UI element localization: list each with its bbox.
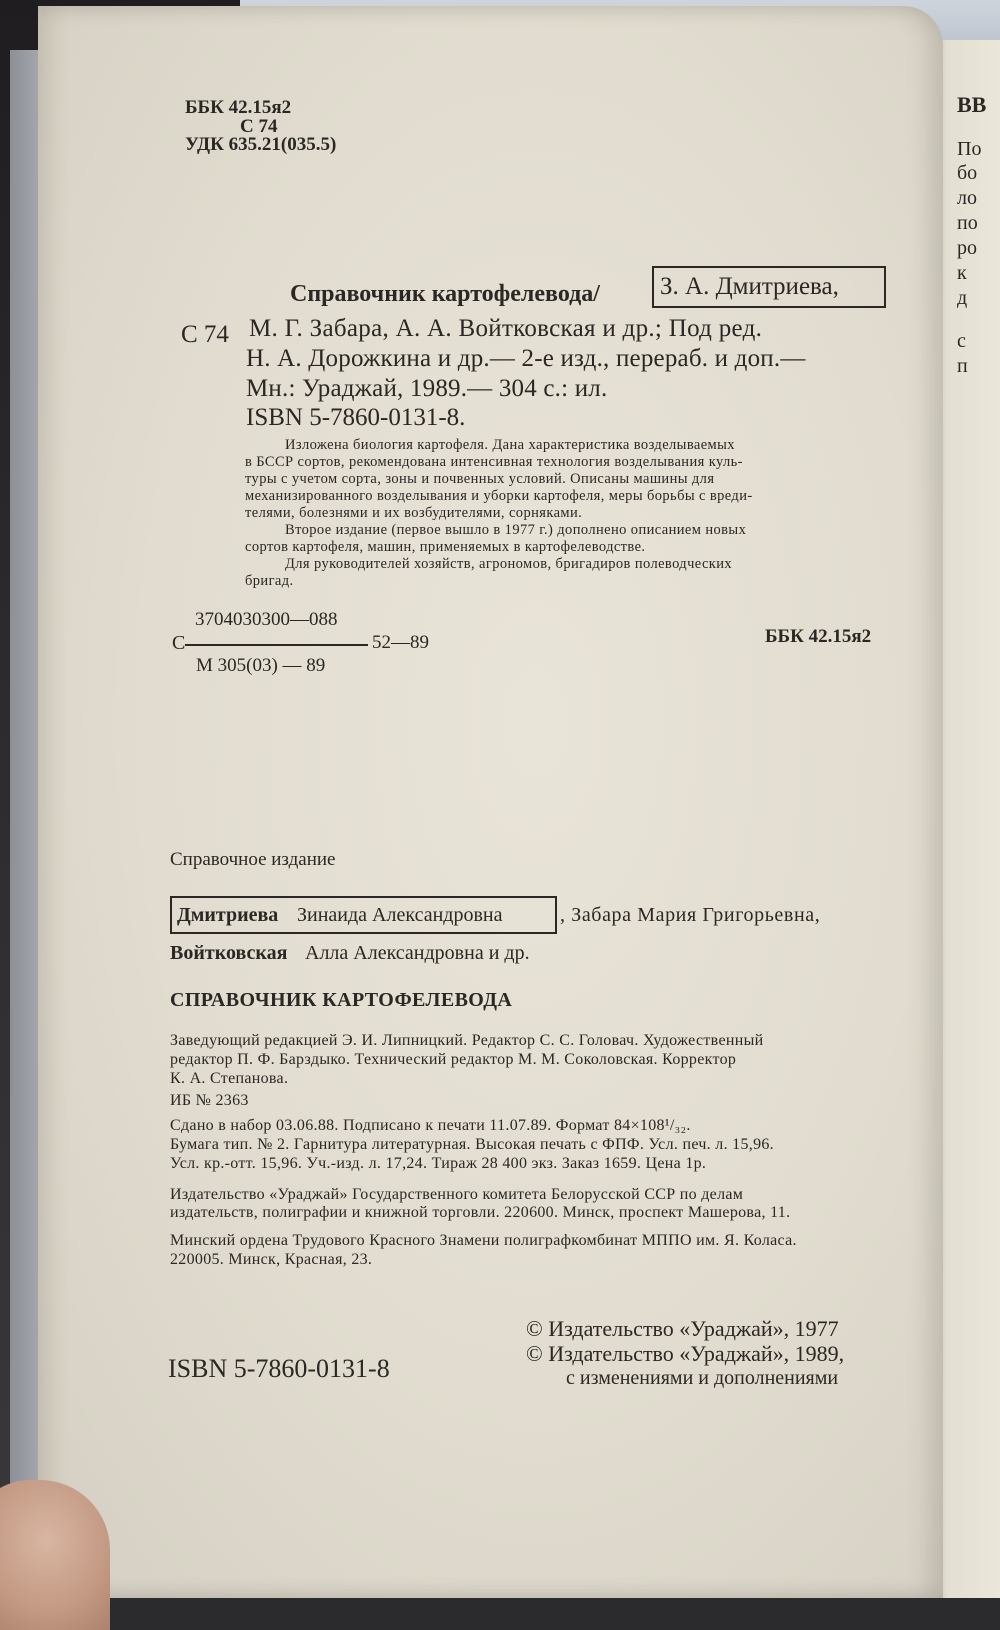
author1-surname: Дмитриева xyxy=(177,904,279,926)
next-page-line-fragment: ро xyxy=(957,237,977,259)
editors-line: редактор П. Ф. Барздыко. Технический редактор М. М. Соколовская. Корректор xyxy=(170,1051,737,1068)
annotation-line: в БССР сортов, рекомендована интенсивная технология возделывания куль- xyxy=(245,454,743,470)
next-page-line-fragment: п xyxy=(957,355,968,377)
publisher-line: Издательство «Ураджай» Государственного комитета Белорусской ССР по делам xyxy=(170,1186,744,1203)
catalog-title: Справочник картофелевода/ xyxy=(290,281,600,307)
print-details-line: Бумага тип. № 2. Гарнитура литературная. Высокая печать с ФПФ. Усл. печ. л. 15,96. xyxy=(170,1136,774,1153)
next-page-line-fragment: с xyxy=(957,330,966,352)
next-page-line-fragment: По xyxy=(957,138,982,160)
next-page-heading-fragment: ВВ xyxy=(957,92,987,117)
index-denominator: М 305(03) — 89 xyxy=(196,655,326,676)
printer-line: 220005. Минск, Красная, 23. xyxy=(170,1251,373,1268)
catalog-editors-line: Н. А. Дорожкина и др.— 2-е изд., перераб. и доп.— xyxy=(246,345,806,372)
annotation-line: Для руководителей хозяйств, агрономов, бригадиров полеводческих xyxy=(285,556,733,572)
index-fraction-line xyxy=(185,644,368,646)
printer-line: Минский ордена Трудового Красного Знамени полиграфкомбинат МППО им. Я. Коласа. xyxy=(170,1232,797,1249)
index-bbk: ББК 42.15я2 xyxy=(765,626,872,647)
catalog-code: С 74 xyxy=(181,321,229,348)
author3-rest: Алла Александровна и др. xyxy=(305,942,530,964)
next-page-line-fragment: д xyxy=(957,287,968,309)
print-details-line: Сдано в набор 03.06.88. Подписано к печати 11.07.89. Формат 84×108¹/₃₂. xyxy=(170,1117,691,1134)
udk-code: УДК 635.21(035.5) xyxy=(185,134,337,155)
annotation-line: телями, болезнями и их возбудителями, сорняками. xyxy=(245,505,583,521)
annotation-line: механизированного возделывания и уборки картофеля, меры борьбы с вреди- xyxy=(245,488,753,504)
book-title: СПРАВОЧНИК КАРТОФЕЛЕВОДА xyxy=(170,989,513,1011)
next-page-line-fragment: ло xyxy=(957,187,977,209)
next-page-line-fragment: бо xyxy=(957,162,978,184)
author2: , Забара Мария Григорьевна, xyxy=(560,904,821,926)
annotation-line: Изложена биология картофеля. Дана характеристика возделываемых xyxy=(285,437,735,453)
copyright-line: © Издательство «Ураджай», 1977 xyxy=(526,1316,839,1341)
first-author-boxed: З. А. Дмитриева, xyxy=(652,266,886,308)
index-letter: С xyxy=(172,632,186,654)
next-page-line-fragment: по xyxy=(957,212,978,234)
index-suffix: 52—89 xyxy=(372,632,429,653)
annotation-line: сортов картофеля, машин, применяемых в картофелеводстве. xyxy=(245,539,646,555)
copyright-line: с изменениями и дополнениями xyxy=(566,1367,839,1389)
annotation-line: бригад. xyxy=(245,573,294,589)
author3-surname: Войтковская xyxy=(170,942,288,964)
editors-line: Заведующий редакцией Э. И. Липницкий. Редактор С. С. Головач. Художественный xyxy=(170,1032,764,1049)
annotation-line: Второе издание (первое вышло в 1977 г.) дополнено описанием новых xyxy=(285,522,747,538)
print-details-line: Усл. кр.-отт. 15,96. Уч.-изд. л. 17,24. Тираж 28 400 экз. Заказ 1659. Цена 1р. xyxy=(170,1155,707,1172)
index-numerator: 3704030300—088 xyxy=(195,609,338,630)
catalog-publication-line: Мн.: Ураджай, 1989.— 304 с.: ил. xyxy=(246,375,608,402)
author1-name: Зинаида Александровна xyxy=(297,904,503,926)
ib-number: ИБ № 2363 xyxy=(170,1092,249,1109)
publisher-line: издательств, полиграфии и книжной торговли. 220600. Минск, проспект Машерова, 11. xyxy=(170,1204,791,1221)
bbk-code: ББК 42.15я2 xyxy=(185,97,292,118)
copyright-line: © Издательство «Ураджай», 1989, xyxy=(526,1341,845,1366)
next-page-line-fragment: к xyxy=(957,262,967,284)
editors-line: К. А. Степанова. xyxy=(170,1070,289,1087)
catalog-authors-line: М. Г. Забара, А. А. Войтковская и др.; Под ред. xyxy=(249,315,763,342)
imprint-isbn: ISBN 5-7860-0131-8 xyxy=(168,1354,390,1383)
author-sign: С 74 xyxy=(240,116,278,137)
catalog-isbn: ISBN 5-7860-0131-8. xyxy=(246,404,466,431)
edition-type: Справочное издание xyxy=(170,849,336,870)
annotation-line: туры с учетом сорта, зоны и почвенных условий. Описаны машины для xyxy=(245,471,715,487)
